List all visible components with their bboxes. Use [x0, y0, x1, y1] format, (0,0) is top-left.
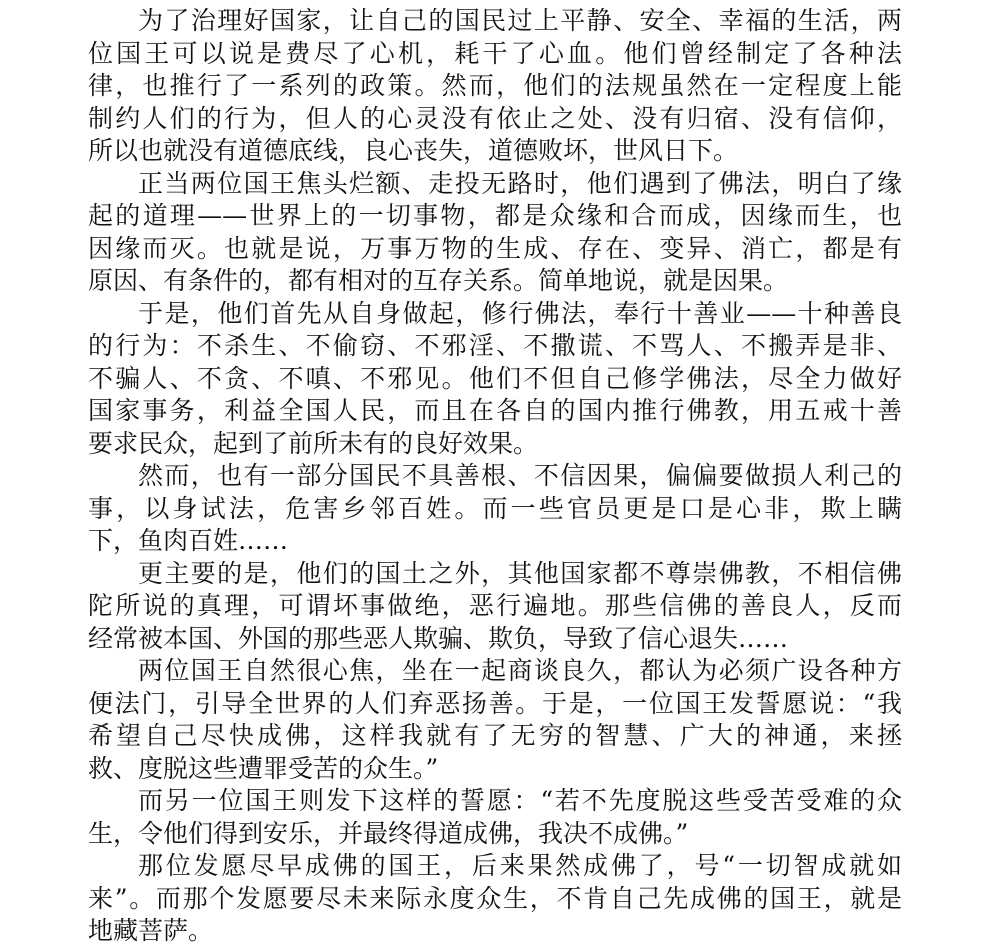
- text-line: 为了治理好国家，让自己的国民过上平静、安全、幸福的生活，两: [138, 6, 902, 35]
- paragraph: [88, 558, 902, 656]
- text-line: 位国王可以说是费尽了心机，耗干了心血。他们曾经制定了各种法: [88, 38, 902, 68]
- text-line: 国家事务，利益全国人民，而且在各自的国内推行佛教，用五戒十善: [88, 396, 902, 425]
- paragraph: [88, 785, 902, 850]
- text-line: 律，也推行了一系列的政策。然而，他们的法规虽然在一定程度上能: [88, 71, 902, 100]
- text-line: 因缘而灭。也就是说，万事万物的生成、存在、变异、消亡，都是有: [88, 233, 902, 263]
- text-line: 所以也就没有道德底线，良心丧失，道德败坏，世风日下。: [88, 136, 739, 165]
- text-line: 事，以身试法，危害乡邻百姓。而一些官员更是口是心非，欺上瞒: [88, 493, 902, 523]
- text-line: 不骗人、不贪、不嗔、不邪见。他们不但自己修学佛法，尽全力做好: [88, 363, 902, 393]
- text-line: 制约人们的行为，但人的心灵没有依止之处、没有归宿、没有信仰，: [88, 103, 902, 133]
- text-line: 经常被本国、外国的那些恶人欺骗、欺负，导致了信心退失……: [88, 623, 789, 653]
- text-line: 希望自己尽快成佛，这样我就有了无穷的智慧、广大的神通，来拯: [88, 721, 902, 750]
- text-line: 要求民众，起到了前所未有的良好效果。: [88, 428, 539, 458]
- text-line: 的行为：不杀生、不偷窃、不邪淫、不撒谎、不骂人、不搬弄是非、: [88, 331, 902, 360]
- paragraph: [88, 850, 902, 948]
- paragraph: [88, 168, 902, 298]
- text-line: 正当两位国王焦头烂额、走投无路时，他们遇到了佛法，明白了缘: [138, 168, 902, 198]
- text-line: 救、度脱这些遭罪受苦的众生。”: [88, 753, 439, 783]
- paragraph: [88, 655, 902, 785]
- text-line: 陀所说的真理，可谓坏事做绝，恶行遍地。那些信佛的善良人，反而: [88, 591, 902, 620]
- text-line: 于是，他们首先从自身做起，修行佛法，奉行十善业——十种善良: [138, 298, 902, 328]
- text-line: 地藏菩萨。: [88, 916, 214, 945]
- paragraph: [88, 5, 902, 168]
- text-line: 下，鱼肉百姓……: [88, 526, 289, 555]
- paragraph: [88, 460, 902, 558]
- paragraph: [88, 298, 902, 461]
- text-line: 起的道理——世界上的一切事物，都是众缘和合而成，因缘而生，也: [88, 201, 902, 230]
- text-line: 更主要的是，他们的国土之外，其他国家都不尊崇佛教，不相信佛: [138, 558, 902, 588]
- text-line: 然而，也有一部分国民不具善根、不信因果，偏偏要做损人利己的: [138, 461, 902, 490]
- text-line: 而另一位国王则发下这样的誓愿：“若不先度脱这些受苦受难的众: [138, 786, 902, 815]
- text-line: 便法门，引导全世界的人们弃恶扬善。于是，一位国王发誓愿说：“我: [88, 688, 902, 718]
- text-line: 原因、有条件的，都有相对的互存关系。简单地说，就是因果。: [88, 266, 789, 295]
- text-line: 来”。而那个发愿要尽未来际永度众生，不肯自己先成佛的国王，就是: [88, 883, 902, 913]
- text-line: 那位发愿尽早成佛的国王，后来果然成佛了，号“一切智成就如: [138, 851, 902, 880]
- text-line: 两位国王自然很心焦，坐在一起商谈良久，都认为必须广设各种方: [138, 656, 902, 685]
- text-line: 生，令他们得到安乐，并最终得道成佛，我决不成佛。”: [88, 818, 689, 848]
